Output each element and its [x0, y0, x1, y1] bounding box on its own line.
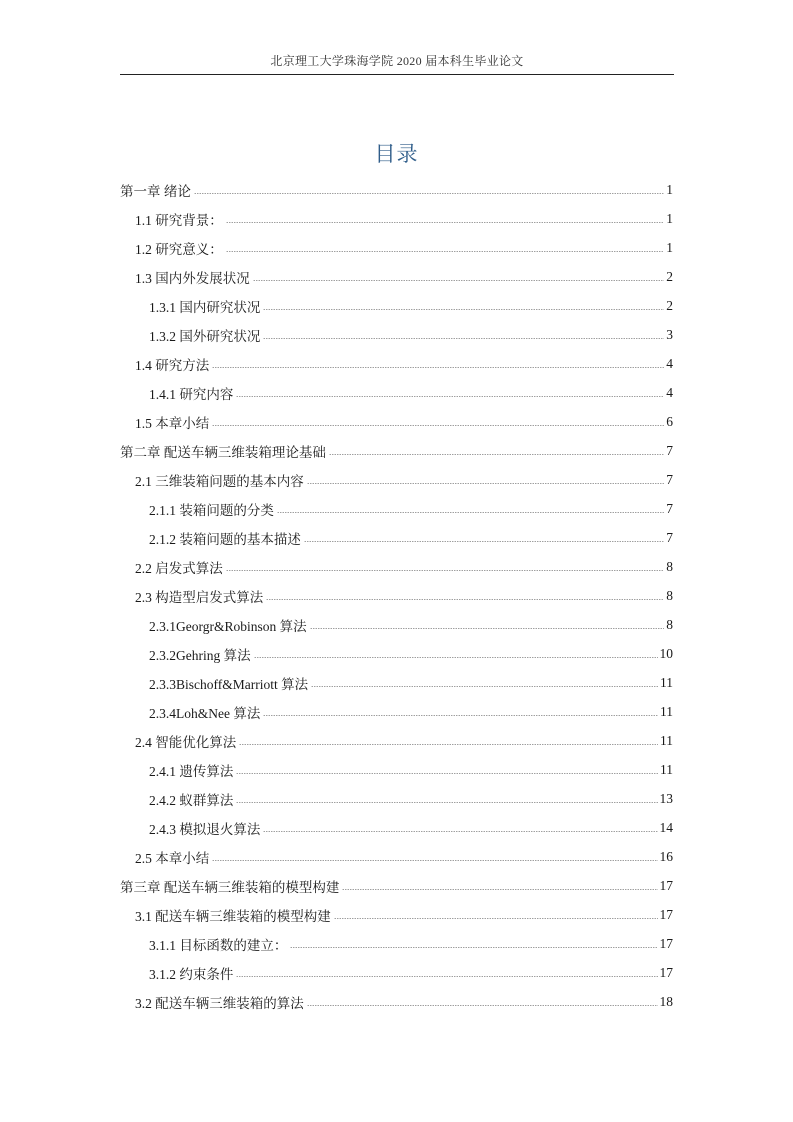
- toc-entry-page-number: 2: [666, 297, 673, 313]
- toc-leader-dots: [254, 657, 658, 658]
- toc-entry[interactable]: [120, 813, 673, 842]
- toc-entry[interactable]: [120, 204, 673, 233]
- toc-entry-page-number: 10: [659, 645, 673, 661]
- toc-leader-dots: [236, 396, 664, 397]
- toc-leader-dots: [310, 628, 665, 629]
- toc-entry-label: 2.3.3Bischoff&Marriott 算法: [149, 676, 309, 692]
- toc-leader-dots: [266, 599, 664, 600]
- toc-entry[interactable]: [120, 349, 673, 378]
- toc-entry-page-number: 17: [659, 877, 673, 893]
- toc-title: 目录: [374, 142, 419, 166]
- toc-entry[interactable]: [120, 929, 673, 958]
- toc-leader-dots: [226, 222, 665, 223]
- toc-entry-page-number: 17: [659, 935, 673, 951]
- toc-entry-page-number: 11: [660, 732, 673, 748]
- toc-entry-label: 1.4.1 研究内容: [149, 386, 234, 402]
- toc-entry-page-number: 7: [666, 471, 673, 487]
- toc-leader-dots: [239, 744, 658, 745]
- toc-entry-page-number: 8: [666, 616, 673, 632]
- toc-entry-label: 2.2 启发式算法: [135, 560, 223, 576]
- toc-entry[interactable]: [120, 436, 673, 465]
- toc-entry-page-number: 11: [660, 761, 673, 777]
- toc-leader-dots: [253, 280, 665, 281]
- toc-entry-page-number: 1: [666, 181, 673, 197]
- toc-entry[interactable]: [120, 407, 673, 436]
- toc-leader-dots: [236, 976, 657, 977]
- toc-entry-label: 1.1 研究背景：: [135, 212, 223, 228]
- toc-entry[interactable]: [120, 581, 673, 610]
- toc-entry[interactable]: [120, 262, 673, 291]
- toc-leader-dots: [226, 251, 665, 252]
- toc-leader-dots: [329, 454, 664, 455]
- toc-entry[interactable]: [120, 639, 673, 668]
- toc-entry-page-number: 7: [666, 529, 673, 545]
- toc-entry-label: 2.1.2 装箱问题的基本描述: [149, 531, 301, 547]
- toc-entry-label: 1.4 研究方法: [135, 357, 210, 373]
- toc-entry[interactable]: [120, 465, 673, 494]
- toc-entry-label: 2.3.1Georgr&Robinson 算法: [149, 618, 307, 634]
- toc-leader-dots: [263, 309, 664, 310]
- toc-entry-label: 1.3.1 国内研究状况: [149, 299, 261, 315]
- toc-entry-label: 2.1 三维装箱问题的基本内容: [135, 473, 304, 489]
- toc-entry[interactable]: [120, 291, 673, 320]
- toc-entry-page-number: 18: [659, 993, 673, 1009]
- toc-entry-page-number: 1: [666, 239, 673, 255]
- toc-entry-label: 2.4.3 模拟退火算法: [149, 821, 261, 837]
- toc-entry[interactable]: [120, 523, 673, 552]
- toc-leader-dots: [263, 831, 657, 832]
- toc-entry-page-number: 16: [659, 848, 673, 864]
- toc-entry[interactable]: [120, 871, 673, 900]
- toc-leader-dots: [304, 541, 664, 542]
- toc-entry-page-number: 4: [666, 384, 673, 400]
- toc-entry-label: 2.4 智能优化算法: [135, 734, 237, 750]
- toc-entry-label: 1.5 本章小结: [135, 415, 210, 431]
- toc-entry-label: 第一章 绪论: [120, 183, 191, 199]
- page-header: 北京理工大学珠海学院 2020 届本科生毕业论文: [270, 54, 524, 68]
- toc-entry-page-number: 17: [659, 964, 673, 980]
- toc-entry-page-number: 13: [659, 790, 673, 806]
- toc-entry[interactable]: [120, 726, 673, 755]
- toc-entry[interactable]: [120, 842, 673, 871]
- toc-entry-label: 2.3.4Loh&Nee 算法: [149, 705, 261, 721]
- toc-entry-label: 1.3 国内外发展状况: [135, 270, 250, 286]
- toc-entry[interactable]: [120, 233, 673, 262]
- toc-entry[interactable]: [120, 378, 673, 407]
- toc-entry-page-number: 1: [666, 210, 673, 226]
- toc-entry[interactable]: [120, 755, 673, 784]
- toc-entry-page-number: 14: [659, 819, 673, 835]
- toc-entry-page-number: 7: [666, 442, 673, 458]
- toc-entry-label: 2.4.2 蚁群算法: [149, 792, 234, 808]
- toc-leader-dots: [277, 512, 664, 513]
- toc-entry-label: 2.1.1 装箱问题的分类: [149, 502, 274, 518]
- toc-entry[interactable]: [120, 784, 673, 813]
- toc-entry-page-number: 6: [666, 413, 673, 429]
- toc-leader-dots: [236, 802, 657, 803]
- table-of-contents: [120, 175, 673, 1016]
- toc-entry-page-number: 17: [659, 906, 673, 922]
- toc-entry-page-number: 11: [660, 703, 673, 719]
- toc-entry-label: 3.1.2 约束条件: [149, 966, 234, 982]
- toc-entry-page-number: 11: [660, 674, 673, 690]
- toc-entry[interactable]: [120, 900, 673, 929]
- toc-entry[interactable]: [120, 320, 673, 349]
- toc-entry-label: 2.3.2Gehring 算法: [149, 647, 251, 663]
- toc-entry[interactable]: [120, 987, 673, 1016]
- toc-leader-dots: [311, 686, 658, 687]
- toc-entry-label: 3.1.1 目标函数的建立：: [149, 937, 288, 953]
- toc-entry-page-number: 7: [666, 500, 673, 516]
- toc-entry-label: 第二章 配送车辆三维装箱理论基础: [120, 444, 326, 460]
- toc-entry[interactable]: [120, 668, 673, 697]
- toc-entry-page-number: 8: [666, 587, 673, 603]
- toc-entry[interactable]: [120, 610, 673, 639]
- toc-entry[interactable]: [120, 175, 673, 204]
- toc-entry-page-number: 4: [666, 355, 673, 371]
- toc-leader-dots: [212, 367, 664, 368]
- toc-entry-label: 1.3.2 国外研究状况: [149, 328, 261, 344]
- toc-entry-label: 第三章 配送车辆三维装箱的模型构建: [120, 879, 340, 895]
- toc-entry-label: 2.5 本章小结: [135, 850, 210, 866]
- toc-leader-dots: [236, 773, 658, 774]
- toc-leader-dots: [290, 947, 657, 948]
- toc-entry[interactable]: [120, 494, 673, 523]
- toc-leader-dots: [194, 193, 664, 194]
- toc-leader-dots: [212, 860, 657, 861]
- toc-entry-label: 2.3 构造型启发式算法: [135, 589, 264, 605]
- toc-leader-dots: [263, 338, 664, 339]
- toc-entry-label: 1.2 研究意义：: [135, 241, 223, 257]
- toc-entry[interactable]: [120, 552, 673, 581]
- toc-leader-dots: [212, 425, 664, 426]
- toc-leader-dots: [307, 1005, 658, 1006]
- toc-leader-dots: [334, 918, 658, 919]
- toc-entry-label: 2.4.1 遗传算法: [149, 763, 234, 779]
- toc-entry[interactable]: [120, 697, 673, 726]
- toc-leader-dots: [263, 715, 658, 716]
- toc-leader-dots: [307, 483, 665, 484]
- toc-entry-page-number: 3: [666, 326, 673, 342]
- toc-leader-dots: [226, 570, 665, 571]
- toc-entry-label: 3.1 配送车辆三维装箱的模型构建: [135, 908, 331, 924]
- toc-entry-label: 3.2 配送车辆三维装箱的算法: [135, 995, 304, 1011]
- toc-entry-page-number: 8: [666, 558, 673, 574]
- header-rule: [120, 74, 674, 75]
- toc-leader-dots: [342, 889, 657, 890]
- toc-entry[interactable]: [120, 958, 673, 987]
- toc-entry-page-number: 2: [666, 268, 673, 284]
